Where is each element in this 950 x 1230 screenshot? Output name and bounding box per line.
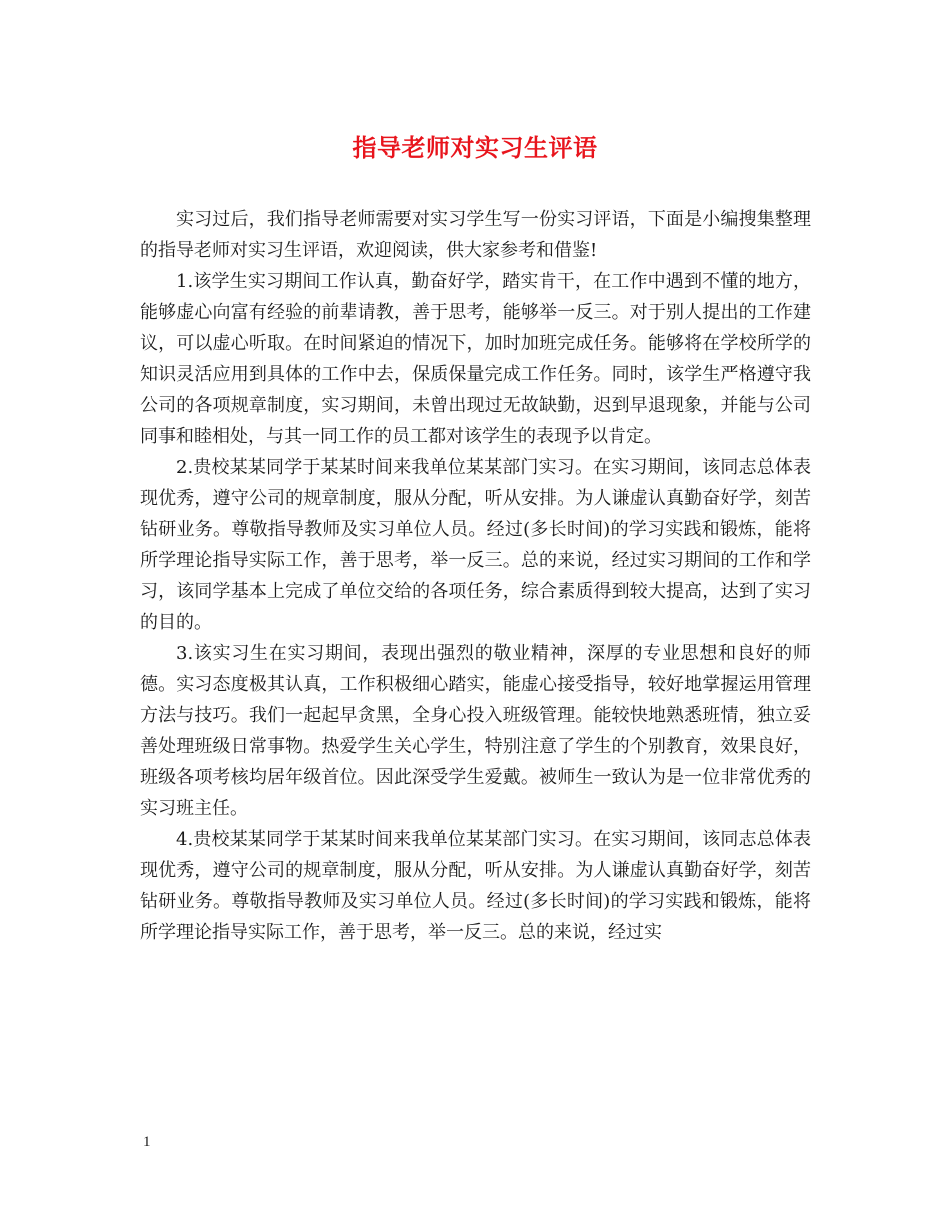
document-body [140, 204, 811, 948]
comment-paragraph-4: 4.贵校某某同学于某某时间来我单位某某部门实习。在实习期间，该同志总体表现优秀，遵守公司的规章制度，服从分配，听从安排。为人谦虚认真勤奋好学，刻苦钻研业务。尊敬指导教师及实习单位人员。经过(多长时间)的学习实践和锻炼，能将所学理论指导实际工作，善于思考，举一反三。总的来说，经过实 [140, 829, 811, 943]
comment-paragraph-1: 1.该学生实习期间工作认真，勤奋好学，踏实肯干，在工作中遇到不懂的地方，能够虚心向富有经验的前辈请教，善于思考，能够举一反三。对于别人提出的工作建议，可以虚心听取。在时间紧迫的情况下，加时加班完成任务。能够将在学校所学的知识灵活应用到具体的工作中去，保质保量完成工作任务。同时，该学生严格遵守我公司的各项规章制度，实习期间，未曾出现过无故缺勤，迟到早退现象，并能与公司同事和睦相处，与其一同工作的员工都对该学生的表现予以肯定。 [140, 271, 811, 447]
document-title: 指导老师对实习生评语 [352, 133, 598, 162]
comment-paragraph-3: 3.该实习生在实习期间，表现出强烈的敬业精神，深厚的专业思想和良好的师德。实习态度极其认真，工作积极细心踏实，能虚心接受指导，较好地掌握运用管理方法与技巧。我们一起起早贪黑，全身心投入班级管理。能较快地熟悉班情，独立妥善处理班级日常事物。热爱学生关心学生，特别注意了学生的个别教育，效果良好，班级各项考核均居年级首位。因此深受学生爱戴。被师生一致认为是一位非常优秀的实习班主任。 [140, 643, 811, 819]
page-number: 1 [143, 1134, 151, 1150]
intro-paragraph: 实习过后，我们指导老师需要对实习学生写一份实习评语，下面是小编搜集整理的指导老师对实习生评语，欢迎阅读，供大家参考和借鉴! [140, 209, 811, 261]
comment-paragraph-2: 2.贵校某某同学于某某时间来我单位某某部门实习。在实习期间，该同志总体表现优秀，遵守公司的规章制度，服从分配，听从安排。为人谦虚认真勤奋好学，刻苦钻研业务。尊敬指导教师及实习单位人员。经过(多长时间)的学习实践和锻炼，能将所学理论指导实际工作，善于思考，举一反三。总的来说，经过实习期间的工作和学习，该同学基本上完成了单位交给的各项任务，综合素质得到较大提高，达到了实习的目的。 [140, 457, 811, 633]
